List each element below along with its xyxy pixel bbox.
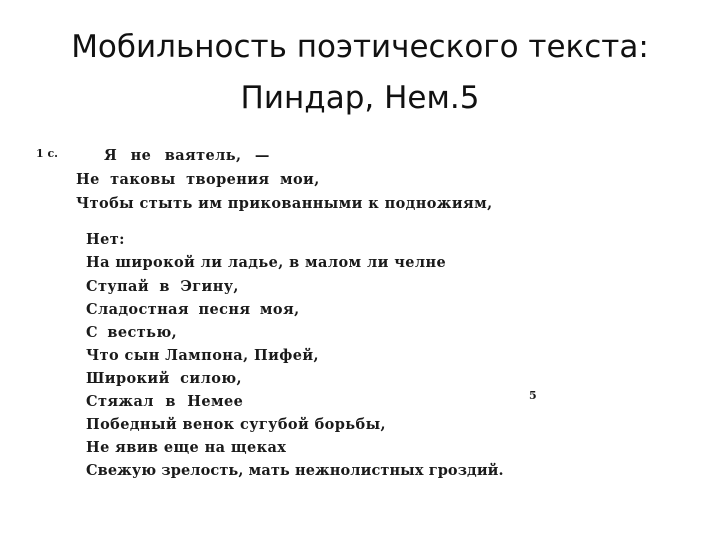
poem-line: Я не ваятель, — xyxy=(104,147,270,164)
poem-line: Стяжал в Немее xyxy=(86,393,244,410)
poem-line: Не таковы творения мои, xyxy=(76,171,320,188)
poem-line: Нет: xyxy=(86,231,125,248)
slide-title-line-1: Мобильность поэтического текста: xyxy=(71,29,649,65)
poem-line: Победный венок сугубой борьбы, xyxy=(86,416,386,433)
poem-line: На широкой ли ладье, в малом ли челне xyxy=(86,254,447,271)
line-number-marker: 5 xyxy=(529,389,537,402)
poem-line: Сладостная песня моя, xyxy=(86,301,300,318)
poem-line: Что сын Лампона, Пифей, xyxy=(86,347,319,364)
slide-title-line-2: Пиндар, Нем.5 xyxy=(240,80,480,116)
poem-line: С вестью, xyxy=(86,324,178,341)
strophe-marker: 1 с. xyxy=(36,147,59,160)
poem-line: Широкий силою, xyxy=(86,370,242,387)
poem-line: Ступай в Эгину, xyxy=(86,278,239,295)
slide-title xyxy=(0,22,720,124)
poem-line: Свежую зрелость, мать нежнолистных гроздий. xyxy=(86,462,504,479)
poem-line: Чтобы стыть им прикованными к подножиям, xyxy=(76,195,493,212)
poem-line: Не явив еще на щеках xyxy=(86,439,287,456)
